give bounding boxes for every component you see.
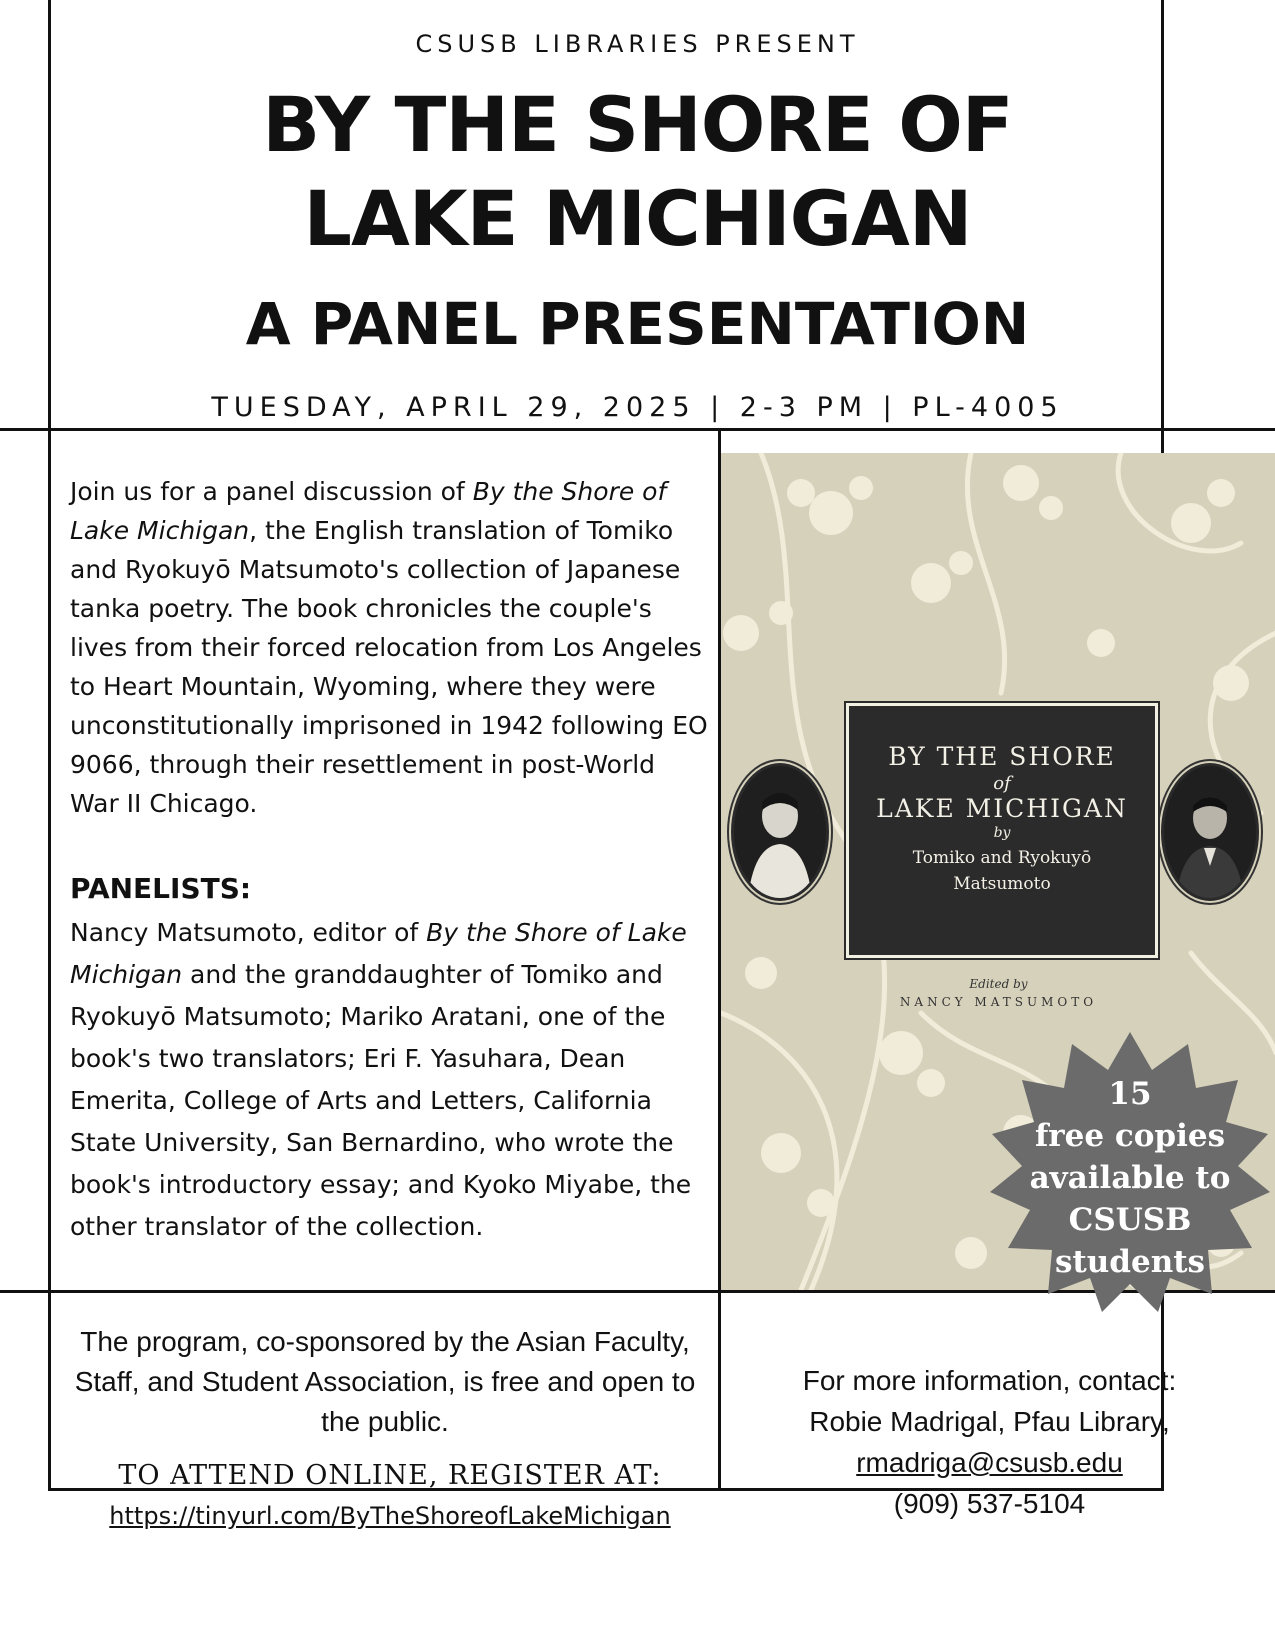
panelists-intro: Nancy Matsumoto, editor of bbox=[70, 918, 427, 947]
event-description bbox=[70, 472, 710, 823]
cover-edited-by: Edited by bbox=[969, 977, 1028, 991]
event-title-line2: LAKE MICHIGAN bbox=[303, 174, 972, 263]
register-label: TO ATTEND ONLINE, REGISTER AT: bbox=[118, 1460, 662, 1491]
cover-editor: NANCY MATSUMOTO bbox=[899, 995, 1098, 1009]
cover-title-line2: LAKE MICHIGAN bbox=[876, 794, 1128, 823]
panelists-book-title: By the Shore of Lake Michigan bbox=[70, 918, 687, 989]
cover-authors bbox=[849, 845, 1155, 897]
cover-title-box bbox=[846, 703, 1158, 958]
description-book-title: By the Shore of Lake Michigan bbox=[70, 477, 667, 545]
badge-line2: available to bbox=[1029, 1160, 1231, 1196]
description-rest: , the English translation of Tomiko and Ryokuyō Matsumoto's collection of Japanese tanka poetry. The book chronicles the couple's lives from their forced relocation from Los Angeles to Heart Mountain, Wyoming, where they were unconstitutionally imprisoned in 1942 following EO 9066, through their resettlement in post-World War II Chicago. bbox=[70, 516, 708, 818]
panelists-text bbox=[70, 912, 710, 1248]
cover-authors-line1: Tomiko and Ryokuyō bbox=[912, 848, 1092, 868]
contact-label: For more information, contact: bbox=[802, 1365, 1177, 1396]
description-intro: Join us for a panel discussion of bbox=[70, 477, 473, 506]
event-subtitle: A PANEL PRESENTATION bbox=[245, 290, 1030, 358]
contact-email-link[interactable]: rmadriga@csusb.edu bbox=[856, 1447, 1123, 1478]
contact-info bbox=[722, 1360, 1257, 1524]
portrait-ryokuyo bbox=[1161, 763, 1259, 901]
badge-line1: free copies bbox=[1034, 1118, 1226, 1154]
event-title bbox=[0, 78, 1275, 266]
cover-title-line1: BY THE SHORE bbox=[888, 742, 1116, 771]
sponsor-text: The program, co-sponsored by the Asian Faculty, Staff, and Student Association, is free and open to the public. bbox=[74, 1326, 696, 1437]
free-copies-badge-text bbox=[990, 1073, 1270, 1283]
register-link[interactable]: https://tinyurl.com/ByTheShoreofLakeMichigan bbox=[109, 1502, 671, 1530]
event-title-line1: BY THE SHORE OF bbox=[262, 80, 1013, 169]
header-kicker: CSUSB LIBRARIES PRESENT bbox=[415, 30, 860, 58]
cover-authors-line2: Matsumoto bbox=[953, 874, 1051, 894]
badge-line4: students bbox=[1054, 1244, 1206, 1280]
badge-line3: CSUSB bbox=[1068, 1202, 1192, 1238]
portrait-tomiko bbox=[731, 763, 829, 901]
cover-by: by bbox=[993, 825, 1011, 841]
panelists-heading: PANELISTS: bbox=[70, 872, 252, 905]
badge-count: 15 bbox=[1108, 1076, 1152, 1112]
contact-name: Robie Madrigal, Pfau Library, bbox=[809, 1406, 1170, 1437]
cover-title-of: of bbox=[993, 773, 1011, 794]
event-datetime: TUESDAY, APRIL 29, 2025 | 2-3 PM | PL-4005 bbox=[211, 392, 1064, 423]
header-divider bbox=[0, 428, 1275, 431]
panelists-rest: and the granddaughter of Tomiko and Ryokuyō Matsumoto; Mariko Aratani, one of the book's two translators; Eri F. Yasuhara, Dean Emerita, College of Arts and Letters, California State University, San Bernardino, who wrote the book's introductory essay; and Kyoko Miyabe, the other translator of the collection. bbox=[70, 960, 692, 1241]
contact-phone: (909) 537-5104 bbox=[893, 1488, 1086, 1519]
